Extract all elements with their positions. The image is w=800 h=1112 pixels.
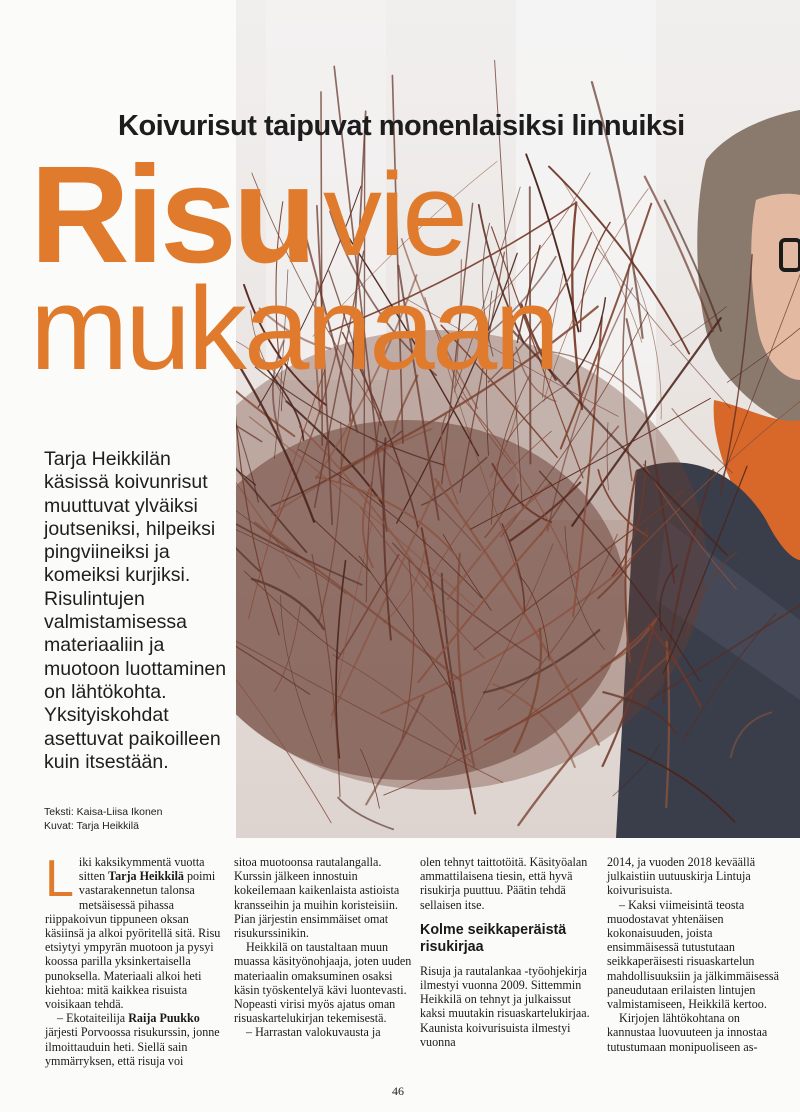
body-paragraph: olen tehnyt taittotöitä. Käsityöalan ammattilaisena tiesin, että hyvä risukirja puuttuu. Päätin tehdä sellaisen itse. xyxy=(420,855,588,912)
body-paragraph: – Harrastan valokuvausta ja xyxy=(246,1025,381,1040)
body-paragraph: Heikkilä on taustaltaan muun muassa käsityönohjaaja, joten uuden materiaalin omaksuminen osaksi käsin työskentelyä kävi luontevasti. Nopeasti virisi myös ajatus oman risuaskartelukirjan tekemisestä. xyxy=(234,940,412,1026)
page-number: 46 xyxy=(392,1084,404,1098)
title-word-vie: vie xyxy=(323,149,465,281)
body-paragraph xyxy=(45,1011,223,1068)
body-paragraph: Risuja ja rautalankaa -työohjekirja ilmestyi vuonna 2009. Sittemmin Heikkilä on tehnyt ja julkaissut kaksi muutakin risuaskartelukirjaa. Kaunista koivurisuista ilmestyi vuonna xyxy=(420,963,590,1049)
body-column-1 xyxy=(45,850,223,1068)
drop-cap: L xyxy=(45,850,74,908)
article-lead: Tarja Heikkilän käsissä koivunrisut muuttuvat ylväiksi joutseniksi, hilpeiksi pingviineiksi ja komeiksi kurjiksi. Risulintujen valmistamisessa materiaaliin ja muotoon luottaminen on lähtökohta. Yksityiskohdat asettuvat paikoilleen kuin itsestään. xyxy=(44,448,227,773)
body-paragraph: – Kaksi viimeisintä teosta muodostavat yhtenäisen kokonaisuuden, joista ensimmäisessä tutustutaan seikkaperäisesti risuaskartelun mahdollisuuksiin ja jälkimmäisessä paneudutaan erilaisten lintujen valmistamiseen, Heikkilä kertoo. xyxy=(607,897,779,1012)
body-text: järjesti Porvoossa risukurssin, jonne ilmoittauduin heti. Siellä sain ymmärryksen, että risuja voi xyxy=(45,1025,220,1068)
body-text: poimi vastarakennetun talonsa metsäisessä pihassa riippakoivun tippuneen oksan käsiinsä ja alkoi pyöritellä sitä. Risu etsiytyi ympyrän muotoon ja pysyi koossa parilla yksinkertaisella punoksella. Materiaali alkoi heti kiehtoa: mitä kaikkea risuista voisikaan tehdä. xyxy=(45,869,221,1012)
title-line-2: mukanaan xyxy=(30,263,558,395)
person-name: Tarja Heikkilä xyxy=(108,869,184,884)
body-text: iki kaksikymmentä vuotta sitten xyxy=(78,855,205,884)
body-column-3 xyxy=(420,855,598,1049)
person-name: Raija Puukko xyxy=(128,1011,200,1026)
body-paragraph: Kirjojen lähtökohtana on kannustaa luovuuteen ja innostaa tutustumaan monipuoliseen as- xyxy=(607,1011,768,1054)
article-title xyxy=(30,138,558,395)
credit-text: Teksti: Kaisa-Liisa Ikonen xyxy=(44,806,163,818)
article-kicker: Koivurisut taipuvat monenlaisiksi linnuiksi xyxy=(118,110,685,142)
body-paragraph xyxy=(45,850,223,1012)
body-text: – Ekotaiteilija xyxy=(57,1011,129,1026)
body-column-2 xyxy=(234,855,412,1040)
title-word-risu: Risu xyxy=(30,138,314,292)
body-paragraph: sitoa muotoonsa rautalangalla. Kurssin jälkeen innostuin kokeilemaan kaikenlaista astioista kransseihin ja muihin koristeisiin. Pian järjestin ensimmäiset omat risukurssinikin. xyxy=(234,855,400,941)
body-column-4 xyxy=(607,855,785,1054)
title-line-1 xyxy=(30,138,557,292)
credit-photos: Kuvat: Tarja Heikkilä xyxy=(44,820,139,832)
credits xyxy=(44,805,162,833)
twig xyxy=(338,798,393,830)
section-subhead: Kolme seikkaperäistä risukirjaa xyxy=(420,921,567,955)
body-paragraph: 2014, ja vuoden 2018 keväällä julkaistiin uutuuskirja Lintuja koivurisuista. xyxy=(607,855,756,898)
